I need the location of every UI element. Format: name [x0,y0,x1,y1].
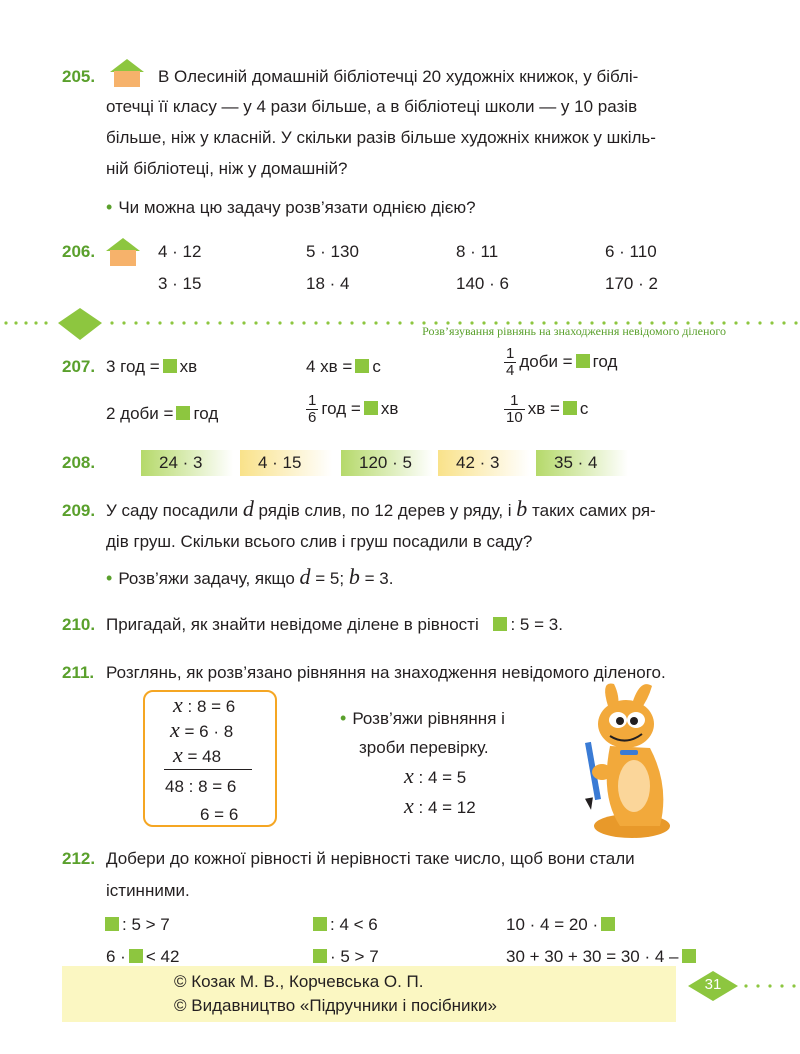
task-212-line2: істинними. [106,881,190,900]
solution-row: 48 : 8 = 6 [165,777,237,796]
ribbon-expr: 120 · 5 [341,450,433,476]
expr: 170 · 2 [605,274,658,293]
blank-square [163,359,177,373]
task-208-number: 208. [62,453,96,472]
copyright-footer [62,966,676,1022]
footer-dots [740,980,800,992]
blank-square [576,354,590,368]
blank-square [355,359,369,373]
task-210-text: Пригадай, як знайти невідоме ділене в рівності : 5 = 3. [106,615,563,634]
conversion-d: 2 доби = год [106,404,219,423]
task-212-line1: Добери до кожної рівності й нерівності таке число, щоб вони стали [106,849,635,868]
task-212-number: 212. [62,849,96,868]
fraction: $\frac{1}{10}$ [506,392,523,426]
inequality-e: · 5 > 7 [310,946,379,968]
task-211-eq2: x : 4 = 12 [404,793,476,818]
blank-square [493,617,507,631]
kangaroo-illustration [570,676,680,846]
task-211-hint2: зроби перевірку. [359,738,489,757]
expr: 18 · 4 [306,274,350,293]
blank-square [601,917,615,931]
blank-square [364,401,378,415]
blank-square [313,949,327,963]
inequality-a: : 5 > 7 [102,914,170,936]
expr: 140 · 6 [456,274,509,293]
solution-row: x : 8 = 6 [173,692,236,717]
blank-square [129,949,143,963]
expr: 4 · 12 [158,242,202,261]
fraction: $\frac{1}{6}$ [308,392,317,426]
conversion-a: 3 год = хв [106,357,198,376]
ribbon-expr: 24 · 3 [141,450,233,476]
task-206-number: 206. [62,242,96,261]
task-211-hint1: • Розв’яжи рівняння і [340,708,505,728]
expr: 8 · 11 [456,242,499,261]
house-icon [108,56,146,88]
inequality-d: 6 · < 42 [106,947,180,966]
equation-c: 10 · 4 = 20 · [506,914,618,936]
solution-row: 6 = 6 [200,805,239,824]
solution-divider [164,769,252,770]
expr: 3 · 15 [158,274,202,293]
task-205-question: • Чи можна цю задачу розв’язати однією дією? [106,197,476,217]
task-205-line3: більше, ніж у класній. У скільки разів більше художніх книжок у шкіль- [106,128,656,147]
task-205-line4: ній бібліотеці, ніж у домашній? [106,159,348,178]
task-207-number: 207. [62,357,96,376]
task-205-line2: отечці її класу — у 4 рази більше, а в бібліотеці школи — у 10 разів [106,97,638,116]
copyright-authors: © Козак М. В., Корчевська О. П. [174,972,424,991]
task-211-number: 211. [62,663,95,682]
blank-square [313,917,327,931]
page-number: 31 [704,976,722,993]
task-211-eq1: x : 4 = 5 [404,763,467,788]
copyright-publisher: © Видавництво «Підручники і посібники» [174,996,497,1015]
ribbon-expr: 4 · 15 [240,450,332,476]
blank-square [105,917,119,931]
ribbon-expr: 35 · 4 [536,450,628,476]
expr: 5 · 130 [306,242,359,261]
expr: 6 · 110 [605,242,657,261]
inequality-b: : 4 < 6 [310,914,378,936]
solution-row: x = 48 [173,742,222,767]
task-211-text: Розглянь, як розв’язано рівняння на знаходження невідомого діленого. [106,663,666,682]
conversion-c: $\frac{1}{4}$ доби = год [506,345,618,379]
section-header: Розв’язування рівнянь на знаходження невідомого діленого [422,324,726,338]
conversion-b: 4 хв = с [306,357,381,376]
conversion-f: $\frac{1}{10}$ хв = с [506,392,589,426]
task-209-line1: У саду посадили d рядів слив, по 12 дерев у ряду, і b таких самих ря- [106,496,656,521]
blank-square [176,406,190,420]
task-210-number: 210. [62,615,96,634]
fraction: $\frac{1}{4}$ [506,345,515,379]
task-205-line1: В Олесиній домашній бібліотечці 20 художніх книжок, у біблі- [158,67,639,86]
task-205-number: 205. [62,67,96,86]
blank-square [682,949,696,963]
blank-square [563,401,577,415]
equation-f: 30 + 30 + 30 = 30 · 4 – [506,946,699,968]
solution-row: x = 6 · 8 [170,717,234,742]
conversion-e: $\frac{1}{6}$ год = хв [308,392,399,426]
house-icon [104,235,142,267]
task-209-number: 209. [62,501,96,520]
ribbon-expr: 42 · 3 [438,450,530,476]
task-209-line2: дів груш. Скільки всього слив і груш посадили в саду? [106,532,533,551]
task-209-question: • Розв’яжи задачу, якщо d = 5; b = 3. [106,564,394,589]
